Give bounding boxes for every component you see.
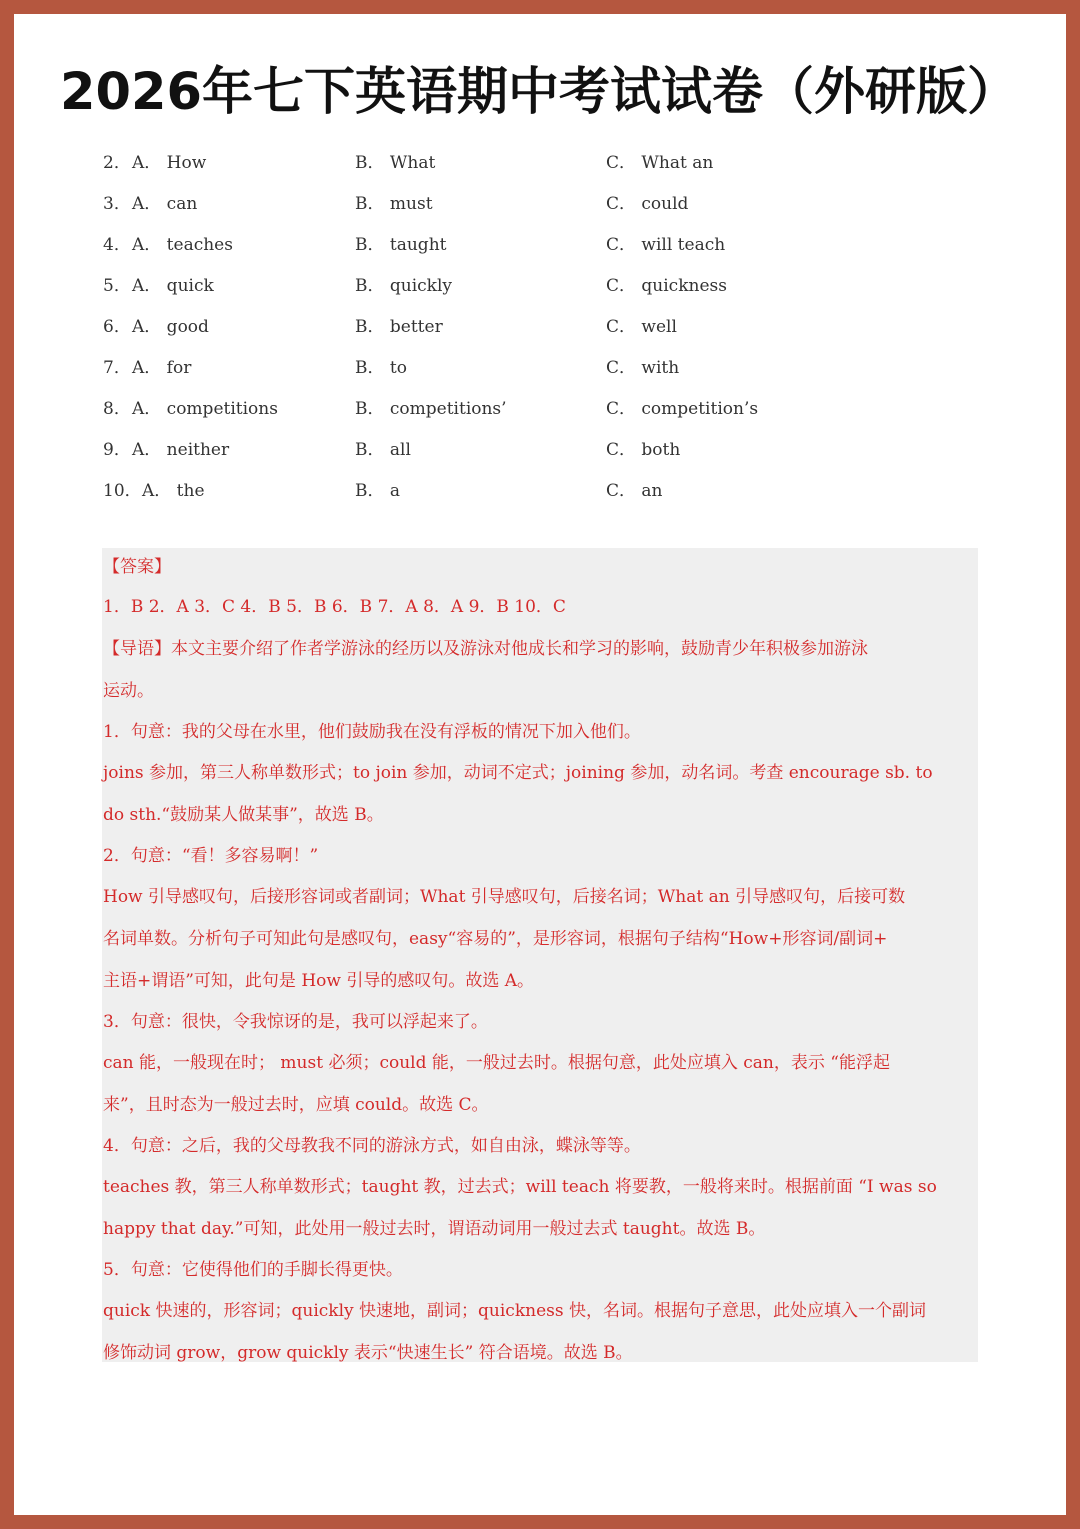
option-c: C． quickness [606,276,727,296]
option-a: A． teaches [132,235,233,255]
option-a: A． can [132,194,198,214]
question-number: 9． [103,440,131,460]
answer-text-line: 名词单数。分析句子可知此句是感叹句，easy“容易的”，是形容词，根据句子结构“How+形容词/副词+ [103,929,888,949]
answer-text-line: happy that day.”可知，此处用一般过去时，谓语动词用一般过去式 taught。故选 B。 [103,1219,766,1239]
question-number: 7． [103,358,131,378]
option-a: A． the [142,481,205,501]
answer-key: 1．B 2．A 3．C 4．B 5．B 6．B 7．A 8．A 9．B 10．C [103,597,566,617]
option-c: C． both [606,440,681,460]
question-number: 3． [103,194,131,214]
option-c: C． well [606,317,677,337]
answer-text-line: 运动。 [103,681,154,701]
option-b: B． must [355,194,433,214]
option-a: A． competitions [132,399,278,419]
option-a: A． How [132,153,207,173]
answer-text-line: do sth.“鼓励某人做某事”，故选 B。 [103,805,384,825]
option-a: A． good [132,317,209,337]
option-c: C． What an [606,153,714,173]
option-c: C． will teach [606,235,726,255]
option-b: B． taught [355,235,447,255]
answer-text-line: 5．句意：它使得他们的手脚长得更快。 [103,1260,403,1280]
option-a: A． for [132,358,192,378]
option-c: C． an [606,481,663,501]
question-number: 8． [103,399,131,419]
question-number: 2． [103,153,131,173]
page-title: 2026年七下英语期中考试试卷（外研版） [60,63,1018,122]
option-b: B． better [355,317,443,337]
question-number: 5． [103,276,131,296]
answer-text-line: joins 参加，第三人称单数形式；to join 参加，动词不定式；joining 参加，动名词。考查 encourage sb. to [103,763,933,783]
option-b: B． to [355,358,407,378]
option-b: B． competitions’ [355,399,507,419]
answer-text-line: 3．句意：很快，令我惊讶的是，我可以浮起来了。 [103,1012,488,1032]
answer-text-line: 修饰动词 grow，grow quickly 表示“快速生长” 符合语境。故选 B。 [103,1343,633,1363]
option-a: A． neither [132,440,230,460]
question-number: 4． [103,235,131,255]
answer-text-line: can 能，一般现在时； must 必须；could 能，一般过去时。根据句意，此处应填入 can，表示 “能浮起 [103,1053,890,1073]
option-c: C． competition’s [606,399,759,419]
answer-text-line: 1．句意：我的父母在水里，他们鼓励我在没有浮板的情况下加入他们。 [103,722,641,742]
option-b: B． all [355,440,411,460]
answer-text-line: quick 快速的，形容词；quickly 快速地，副词；quickness 快，名词。根据句子意思，此处应填入一个副词 [103,1301,926,1321]
answer-heading: 【答案】 [103,557,171,577]
option-b: B． quickly [355,276,453,296]
document-page [14,14,1066,1515]
answer-text-line: 2．句意：“看！多容易啊！” [103,846,319,866]
option-a: A． quick [132,276,214,296]
option-b: B． a [355,481,401,501]
option-c: C． could [606,194,689,214]
answer-text-line: 来”，且时态为一般过去时，应填 could。故选 C。 [103,1095,489,1115]
answer-text-line: teaches 教，第三人称单数形式；taught 教，过去式；will teach 将要教，一般将来时。根据前面 “I was so [103,1177,937,1197]
question-number: 6． [103,317,131,337]
option-b: B． What [355,153,436,173]
question-number: 10． [103,481,142,501]
answer-text-line: 主语+谓语”可知，此句是 How 引导的感叹句。故选 A。 [103,971,535,991]
answer-text-line: 4．句意：之后，我的父母教我不同的游泳方式，如自由泳，蝶泳等等。 [103,1136,641,1156]
answer-text-line: 【导语】本文主要介绍了作者学游泳的经历以及游泳对他成长和学习的影响，鼓励青少年积极参加游泳 [103,639,868,659]
answer-text-line: How 引导感叹句，后接形容词或者副词；What 引导感叹句，后接名词；What an 引导感叹句，后接可数 [103,887,906,907]
option-c: C． with [606,358,680,378]
